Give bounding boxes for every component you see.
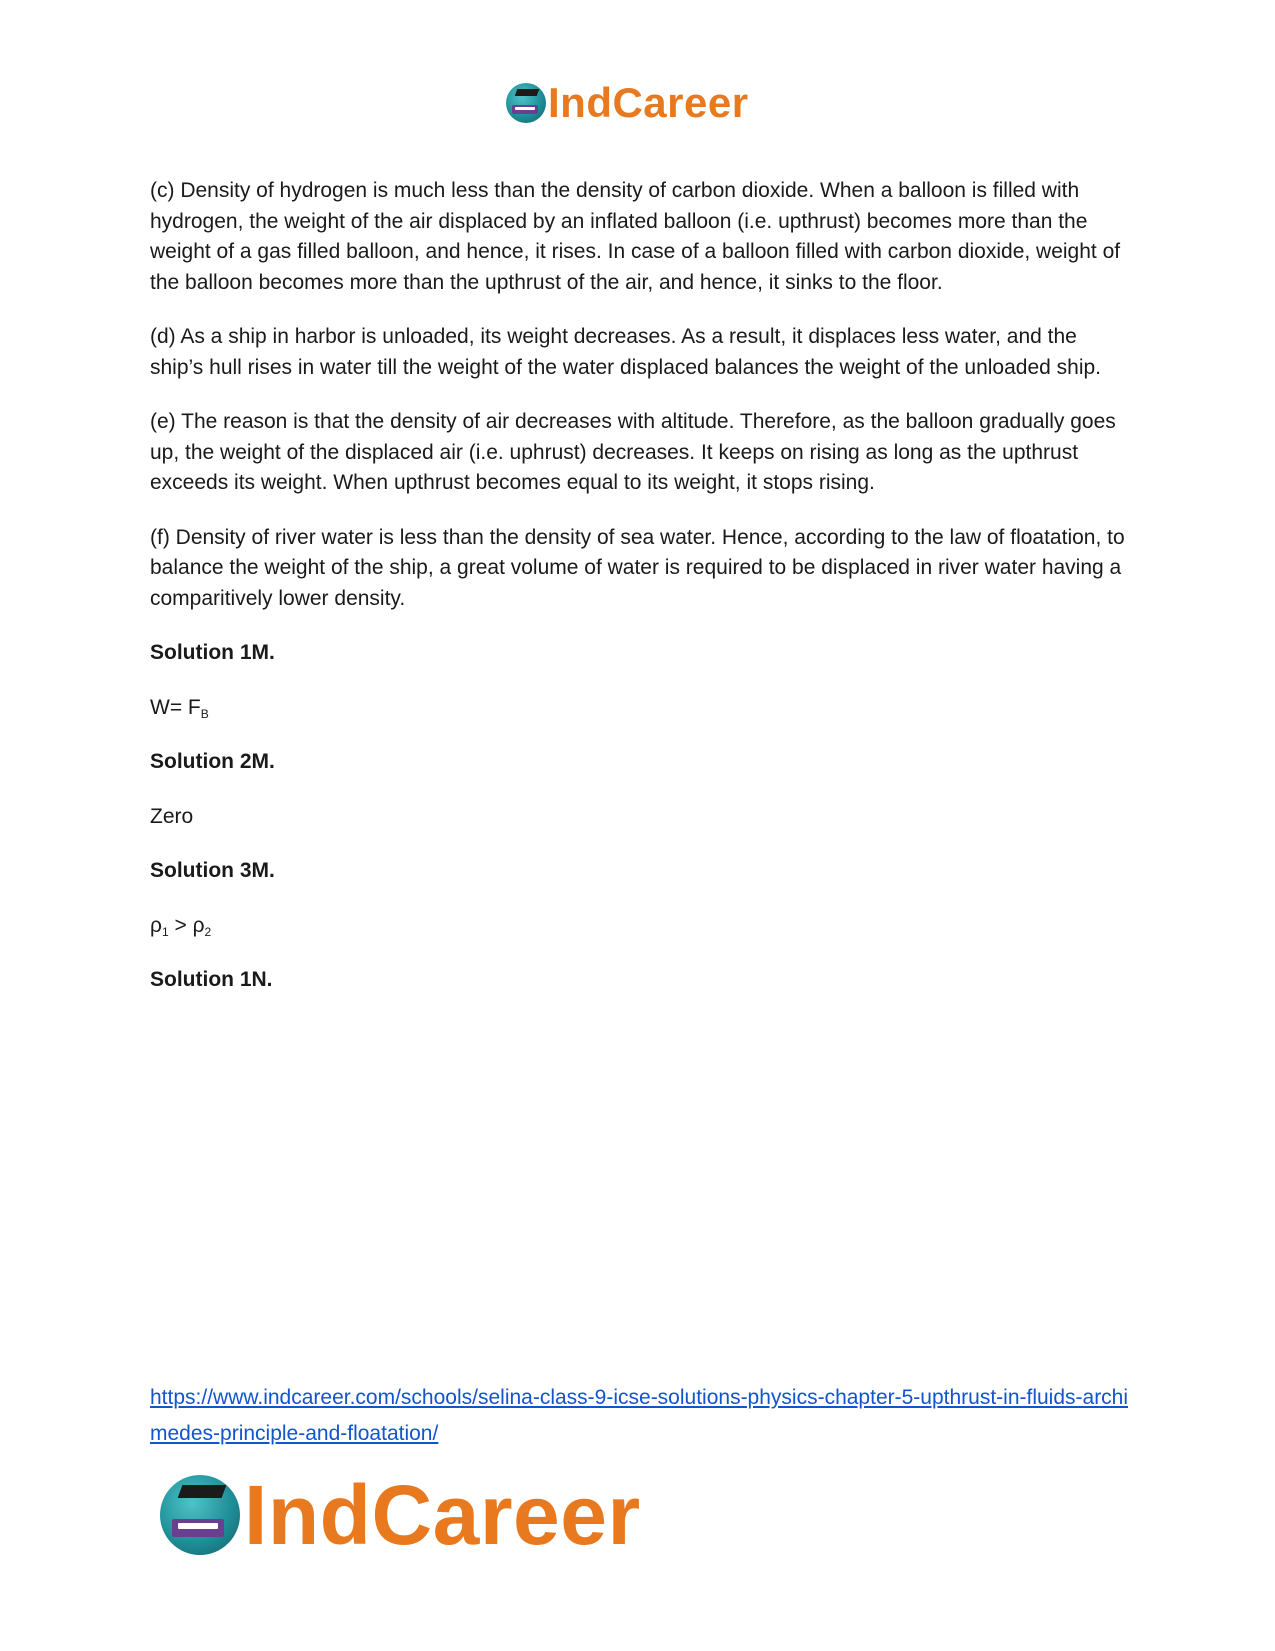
- solution-1m-answer-main: W= F: [150, 695, 201, 719]
- solution-1m-answer: [150, 693, 1125, 724]
- header-logo-text: IndCareer: [548, 79, 749, 126]
- rho-2-symbol: ρ: [192, 913, 205, 937]
- rho-1-symbol: ρ: [150, 913, 162, 937]
- solution-2m-answer: Zero: [150, 804, 194, 828]
- solution-1n-heading: Solution 1N.: [150, 968, 273, 991]
- cap-shape: [178, 1485, 227, 1498]
- paragraph-e: (e) The reason is that the density of air decreases with altitude. Therefore, as the balloon gradually goes up, the weight of the displaced air (i.e. uphrust) decreases. It keeps on rising as long as the upthrust exceeds its weight. When upthrust becomes equal to its weight, it stops rising.: [150, 410, 1116, 494]
- pages-shape: [178, 1523, 218, 1529]
- rho-2-subscript: 2: [204, 924, 212, 939]
- paragraph-c: (c) Density of hydrogen is much less than the density of carbon dioxide. When a balloon is filled with hydrogen, the weight of the air displaced by an inflated balloon (i.e. upthrust) becomes more than the weight of a gas filled balloon, and hence, it rises. In case of a balloon filled with carbon dioxide, weight of the balloon becomes more than the upthrust of the air, and hence, it sinks to the floor.: [150, 179, 1121, 294]
- paragraph-f: (f) Density of river water is less than the density of sea water. Hence, according to the law of floatation, to balance the weight of the ship, a great volume of water is required to be displaced in river water having a comparitively lower density.: [150, 525, 1125, 610]
- document-body: [150, 176, 1125, 1020]
- cap-shape: [515, 89, 540, 96]
- pages-shape: [515, 107, 535, 110]
- solution-3m-answer: [150, 911, 1125, 942]
- footer-logo: [160, 1470, 641, 1560]
- header-logo: [506, 78, 749, 128]
- greater-than-operator: >: [168, 913, 193, 937]
- solution-1m-answer-subscript: B: [200, 706, 209, 721]
- paragraph-d: (d) As a ship in harbor is unloaded, its weight decreases. As a result, it displaces less water, and the ship’s hull rises in water till the weight of the water displaced balances the weight of the unloaded ship.: [150, 325, 1102, 379]
- solution-3m-heading: Solution 3M.: [150, 859, 275, 882]
- graduation-cap-icon: [160, 1475, 240, 1555]
- source-url-link[interactable]: https://www.indcareer.com/schools/selina-class-9-icse-solutions-physics-chapter-5-upthrust-in-fluids-archimedes-principle-and-floatation/: [150, 1386, 1129, 1445]
- footer-logo-text: IndCareer: [244, 1468, 641, 1562]
- solution-2m-heading: Solution 2M.: [150, 750, 275, 773]
- graduation-cap-icon: [506, 83, 546, 123]
- solution-1m-heading: Solution 1M.: [150, 641, 275, 664]
- rho-1-subscript: 1: [161, 924, 169, 939]
